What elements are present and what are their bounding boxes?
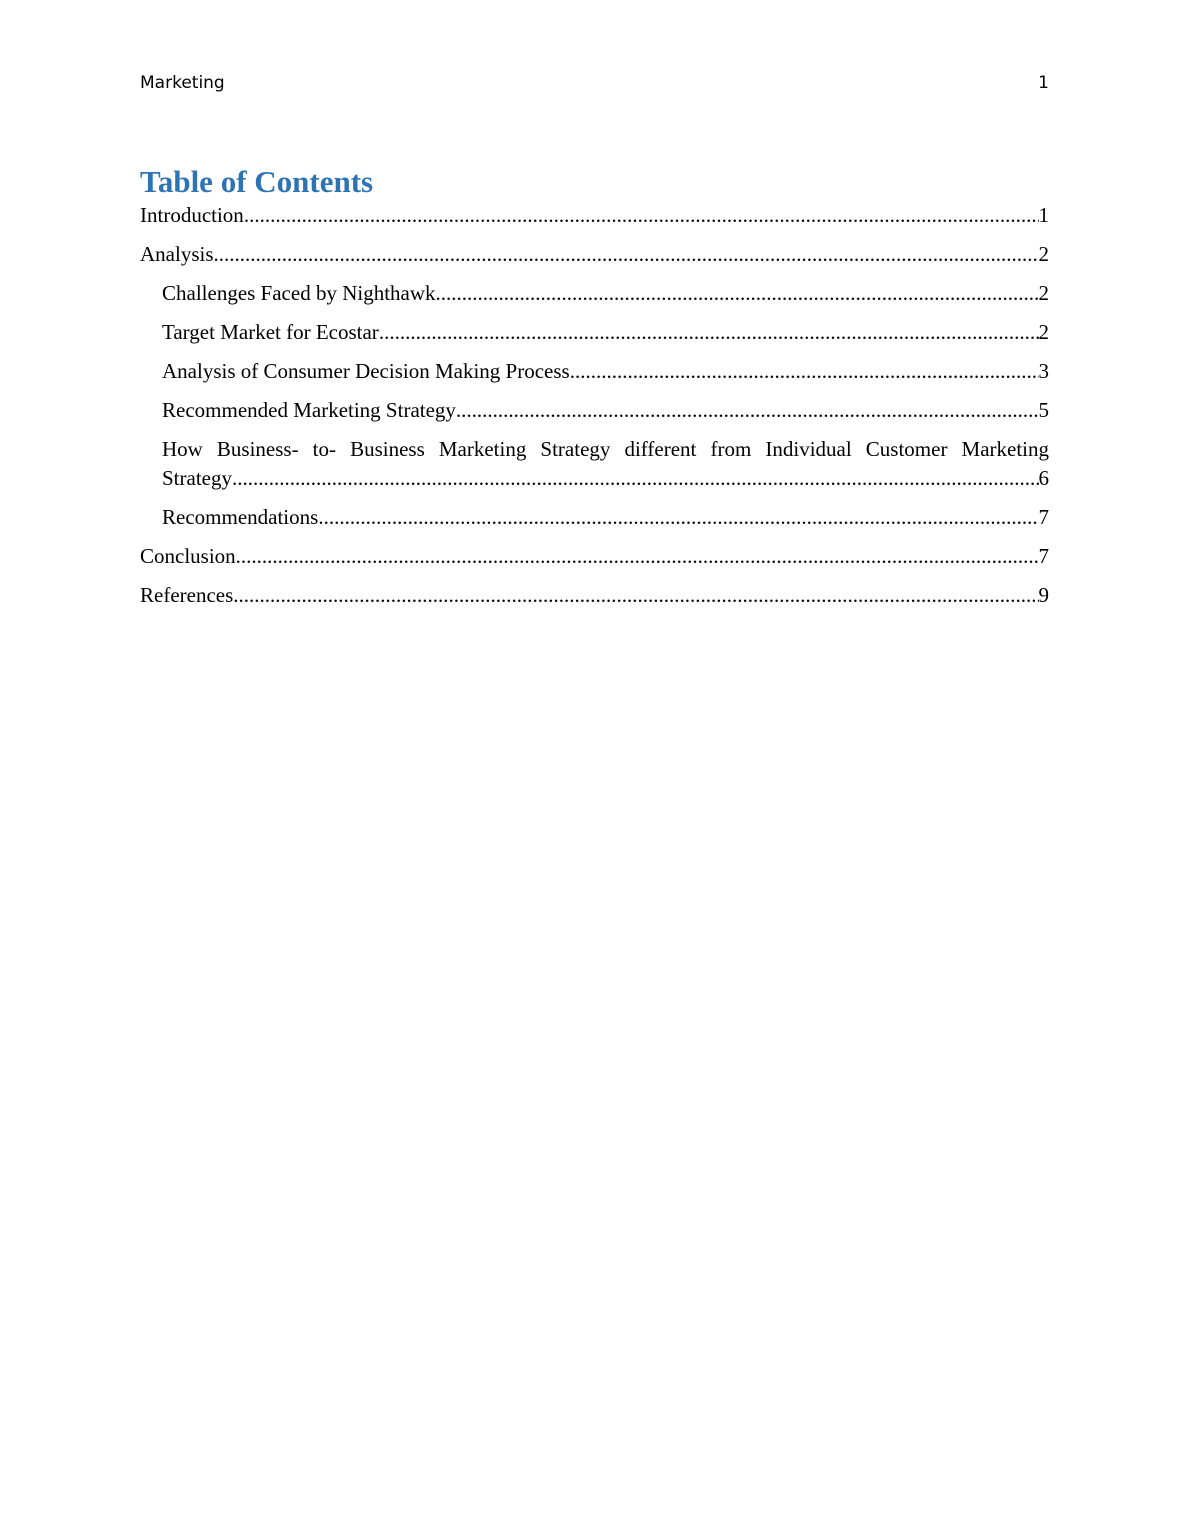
toc-entry-b2b-strategy[interactable]: [140, 435, 1049, 493]
toc-leader-dots: [232, 464, 1039, 493]
toc-entry-label[interactable]: Recommendations: [162, 505, 319, 529]
toc-entry-page[interactable]: 2: [1038, 281, 1049, 305]
toc-entry-label[interactable]: Analysis: [140, 242, 214, 266]
header-page-number: 1: [1038, 73, 1049, 93]
toc-entry-label[interactable]: Target Market for Ecostar: [162, 320, 379, 344]
toc-entry-references[interactable]: [140, 581, 1049, 610]
toc-entry-label[interactable]: Recommended Marketing Strategy: [162, 398, 456, 422]
toc-leader-dots: [214, 240, 1039, 269]
toc-entry-page[interactable]: 2: [1038, 320, 1049, 344]
toc-entry-label[interactable]: Challenges Faced by Nighthawk: [162, 281, 436, 305]
toc-leader-dots: [233, 581, 1038, 610]
toc-entry-label[interactable]: References: [140, 583, 234, 607]
toc-entry-label[interactable]: Conclusion: [140, 544, 236, 568]
toc-entry-introduction[interactable]: [140, 201, 1049, 230]
header-title: Marketing: [140, 73, 225, 93]
toc-leader-dots: [379, 318, 1039, 347]
toc-entry-page[interactable]: 1: [1038, 203, 1049, 227]
toc-entry-challenges[interactable]: [140, 279, 1049, 308]
toc-leader-dots: [236, 542, 1039, 571]
toc-entry-label[interactable]: Introduction: [140, 203, 244, 227]
toc-leader-dots: [570, 357, 1039, 386]
toc-leader-dots: [318, 503, 1038, 532]
toc-heading: Table of Contents: [140, 164, 374, 199]
toc-entry-label[interactable]: Analysis of Consumer Decision Making Process: [162, 359, 570, 383]
toc-leader-dots: [436, 279, 1039, 308]
toc-entry-conclusion[interactable]: [140, 542, 1049, 571]
toc-leader-dots: [456, 396, 1039, 425]
toc-entry-recommended-strategy[interactable]: [140, 396, 1049, 425]
toc-list: [140, 201, 1049, 620]
toc-entry-page[interactable]: 7: [1038, 544, 1049, 568]
toc-entry-page[interactable]: 2: [1038, 242, 1049, 266]
toc-entry-recommendations[interactable]: [140, 503, 1049, 532]
toc-leader-dots: [244, 201, 1039, 230]
toc-entry-page[interactable]: 7: [1038, 505, 1049, 529]
toc-entry-label-line2[interactable]: Strategy: [162, 466, 232, 490]
page-header: [140, 71, 1049, 95]
toc-entry-target-market[interactable]: [140, 318, 1049, 347]
toc-entry-page[interactable]: 9: [1038, 583, 1049, 607]
toc-entry-page[interactable]: 6: [1038, 466, 1049, 490]
toc-entry-consumer-decision[interactable]: [140, 357, 1049, 386]
toc-entry-page[interactable]: 5: [1038, 398, 1049, 422]
toc-entry-analysis[interactable]: [140, 240, 1049, 269]
toc-entry-page[interactable]: 3: [1038, 359, 1049, 383]
toc-entry-label-line1[interactable]: How Business- to- Business Marketing Strategy different from Individual Customer Marketing: [162, 437, 1049, 461]
